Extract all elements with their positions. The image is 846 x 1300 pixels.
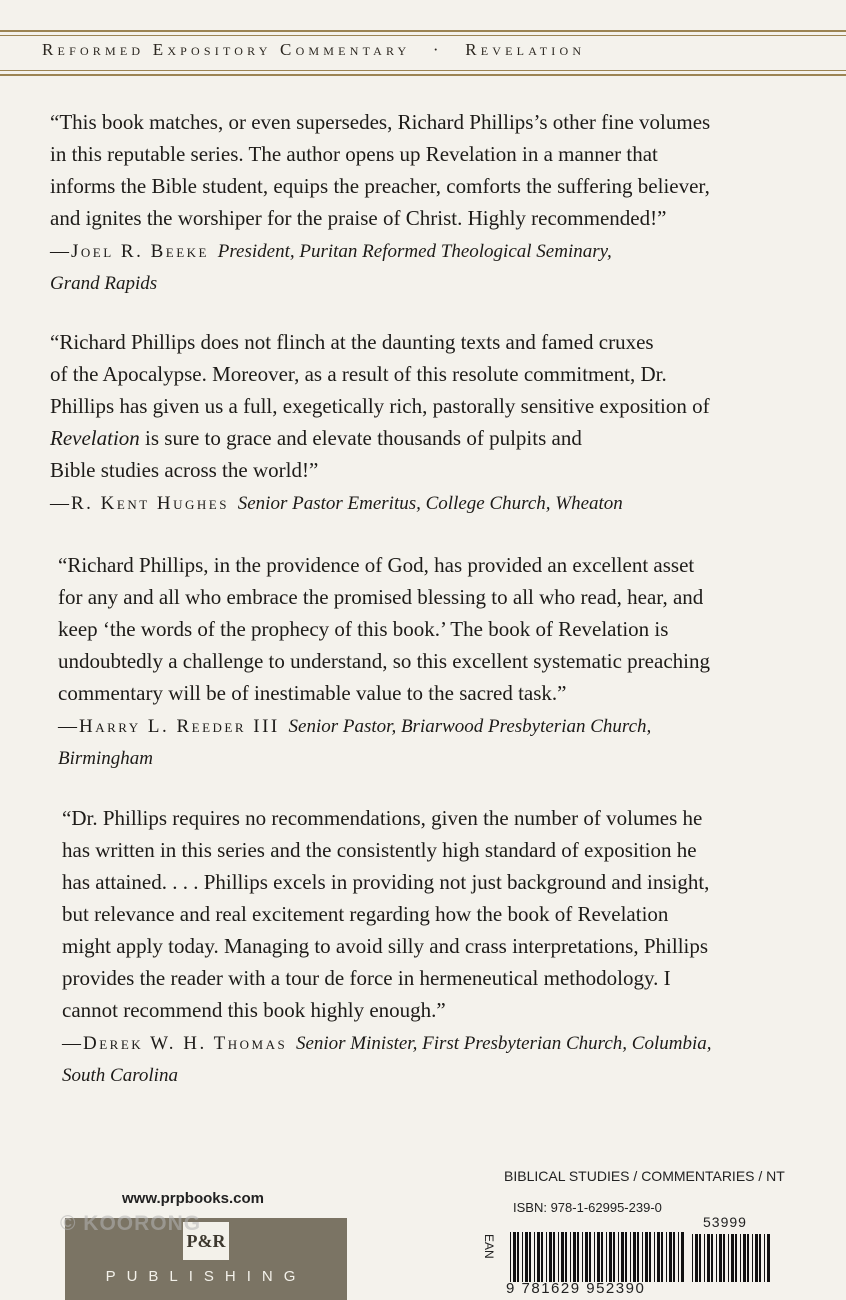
series-title: Reformed Expository Commentary (42, 40, 411, 59)
barcode-bar (522, 1232, 523, 1282)
header-rule-top (0, 30, 846, 32)
barcode-bar (510, 1232, 511, 1282)
watermark: © KOORONG (60, 1212, 202, 1235)
endorsement-quote: “This book matches, or even supersedes, Richard Phillips’s other fine volumes in this reputable series. The author opens up Revelation in a manner that informs the Bible student, equips the preacher, comforts the suffering believer, and ignites the worshiper for the praise of Christ. Highly recommended!” (50, 110, 711, 230)
barcode-bar (525, 1232, 528, 1282)
barcode-bar (649, 1232, 651, 1282)
endorser-name: Derek W. H. Thomas (83, 1033, 288, 1054)
publisher-website: www.prpbooks.com (122, 1190, 264, 1207)
barcode-bar (728, 1234, 729, 1282)
barcode-bar (743, 1234, 746, 1282)
barcode-bar (669, 1232, 672, 1282)
header-rule-bottom (0, 74, 846, 76)
endorsement-attribution: — R. Kent Hughes Senior Pastor Emeritus, College Church, Wheaton (50, 493, 623, 514)
barcode-bar (546, 1232, 547, 1282)
endorsement-attribution: — Derek W. H. Thomas Senior Minister, First Presbyterian Church, Columbia, South Carolina (62, 1033, 712, 1086)
book-category: BIBLICAL STUDIES / COMMENTARIES / NT (504, 1168, 785, 1184)
barcode-bar (645, 1232, 648, 1282)
barcode-bar (755, 1234, 758, 1282)
barcode-bar (661, 1232, 663, 1282)
barcode-bar (716, 1234, 717, 1282)
volume-title: Revelation (465, 40, 586, 59)
barcode-bar (699, 1234, 701, 1282)
ean-label: EAN (482, 1234, 496, 1259)
header-rule-bottom-thin (0, 70, 846, 71)
endorsement-beeke (50, 106, 810, 300)
barcode-bar (585, 1232, 588, 1282)
barcode-bar (735, 1234, 737, 1282)
barcode-bar (747, 1234, 749, 1282)
barcode-bar (529, 1232, 531, 1282)
barcode-addon (692, 1234, 772, 1282)
endorsement-quote: “Richard Phillips does not flinch at the daunting texts and famed cruxes of the Apocalypse. Moreover, as a result of this resolute commitment, Dr. Phillips has given us a full, exegetically rich, pastorally sensitive exposition of Revelation is sure to grace and elevate thousands of pulpits and Bible studies across the world!” (50, 330, 710, 482)
barcode (510, 1232, 686, 1282)
barcode-bar (549, 1232, 552, 1282)
logo-text: PUBLISHING (105, 1268, 307, 1285)
barcode-bar (537, 1232, 540, 1282)
barcode-bar (621, 1232, 624, 1282)
endorsement-attribution: — Harry L. Reeder III Senior Pastor, Briarwood Presbyterian Church, Birmingham (58, 716, 652, 769)
barcode-bar (577, 1232, 579, 1282)
barcode-bar (625, 1232, 627, 1282)
barcode-bar (707, 1234, 710, 1282)
barcode-bar (630, 1232, 631, 1282)
endorsement-quote: “Richard Phillips, in the providence of God, has provided an excellent asset for any and all who embrace the promised blessing to all who read, hear, and keep ‘the words of the prophecy of this book.’ The book of Revelation is undoubtedly a challenge to understand, so this excellent systematic preaching commentary will be of inestimable value to the sacred task.” (58, 553, 710, 705)
barcode-bar (673, 1232, 675, 1282)
barcode-bar (692, 1234, 693, 1282)
barcode-bar (534, 1232, 535, 1282)
barcode-bar (666, 1232, 667, 1282)
barcode-bar (711, 1234, 713, 1282)
endorser-name: Joel R. Beeke (71, 241, 209, 262)
barcode-bar (678, 1232, 679, 1282)
endorsement-hughes (50, 326, 810, 520)
endorsement-attribution: — Joel R. Beeke President, Puritan Reformed Theological Seminary, Grand Rapids (50, 241, 612, 294)
barcode-bar (681, 1232, 684, 1282)
barcode-bar (517, 1232, 519, 1282)
barcode-bar (570, 1232, 571, 1282)
barcode-bar (613, 1232, 615, 1282)
barcode-bar (752, 1234, 753, 1282)
barcode-bar (657, 1232, 660, 1282)
barcode-bar (719, 1234, 722, 1282)
barcode-bar (582, 1232, 583, 1282)
endorsement-reeder (58, 549, 818, 775)
endorser-affiliation: President, Puritan Reformed Theological Seminary, (217, 241, 612, 262)
barcode-bar (513, 1232, 516, 1282)
barcode-bar (637, 1232, 639, 1282)
endorser-affiliation: Senior Minister, First Presbyterian Church, Columbia, (295, 1033, 712, 1054)
series-header (42, 40, 832, 60)
barcode-bar (759, 1234, 761, 1282)
barcode-bar (597, 1232, 600, 1282)
isbn: ISBN: 978-1-62995-239-0 (513, 1200, 662, 1215)
barcode-bar (764, 1234, 765, 1282)
barcode-bar (589, 1232, 591, 1282)
endorsement-quote: “Dr. Phillips requires no recommendations, given the number of volumes he has written in this series and the consistently high standard of exposition he has attained. . . . Phillips excels in providing not just background and insight, but relevance and real excitement regarding how the book of Revelation might apply today. Managing to avoid silly and crass interpretations, Phillips provides the reader with a tour de force in hermeneutical methodology. I cannot recommend this book highly enough.” (62, 806, 710, 1022)
barcode-bar (654, 1232, 655, 1282)
barcode-bar (541, 1232, 543, 1282)
barcode-bar (767, 1234, 770, 1282)
barcode-bar (642, 1232, 643, 1282)
endorser-name: R. Kent Hughes (71, 493, 229, 514)
barcode-bar (731, 1234, 734, 1282)
barcode-bar (553, 1232, 555, 1282)
barcode-bar (609, 1232, 612, 1282)
barcode-bar (740, 1234, 741, 1282)
barcode-bar (606, 1232, 607, 1282)
endorser-affiliation: Senior Pastor, Briarwood Presbyterian Church, (288, 716, 652, 737)
endorser-name: Harry L. Reeder III (79, 716, 280, 737)
barcode-bar (704, 1234, 705, 1282)
barcode-digits: 9 781629 952390 (506, 1280, 646, 1297)
barcode-bar (723, 1234, 725, 1282)
barcode-bar (561, 1232, 564, 1282)
endorser-affiliation: Senior Pastor Emeritus, College Church, Wheaton (237, 493, 623, 514)
endorsement-thomas (62, 802, 822, 1092)
barcode-bar (618, 1232, 619, 1282)
barcode-bar (695, 1234, 698, 1282)
barcode-addon-digits: 53999 (703, 1214, 747, 1230)
logo-mark-icon: P&R (183, 1222, 229, 1260)
barcode-bar (594, 1232, 595, 1282)
barcode-bar (633, 1232, 636, 1282)
barcode-bar (601, 1232, 603, 1282)
header-separator: · (432, 40, 443, 59)
header-rule-top-thin (0, 35, 846, 36)
barcode-bar (565, 1232, 567, 1282)
barcode-bar (573, 1232, 576, 1282)
barcode-bar (558, 1232, 559, 1282)
